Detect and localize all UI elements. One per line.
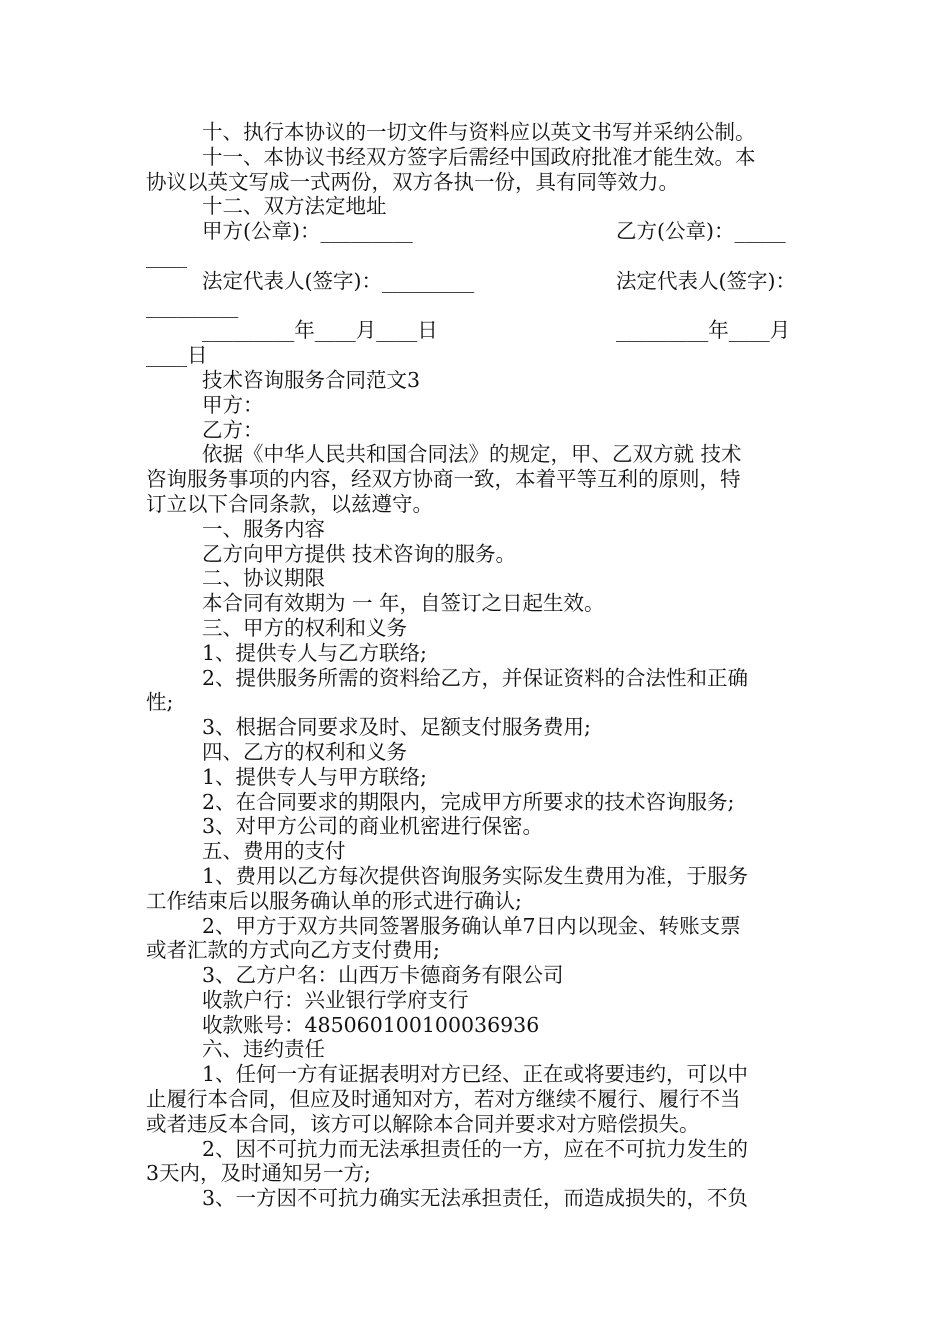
text-line: 2、甲方于双方共同签署服务确认单7日内以现金、转账支票 <box>202 913 741 938</box>
document-body <box>146 120 811 1211</box>
text-line <box>146 219 811 244</box>
text-line: 咨询服务事项的内容，经双方协商一致，本着平等互利的原则，特 <box>146 467 741 492</box>
text-line: 1、任何一方有证据表明对方已经、正在或将要违约，可以中 <box>202 1062 749 1087</box>
text-line-left: _________年____月____日 <box>202 318 438 343</box>
text-line: 3、乙方户名：山西万卡德商务有限公司 <box>202 963 564 988</box>
text-line: 三、甲方的权利和义务 <box>202 615 407 640</box>
text-line: 一、服务内容 <box>202 516 325 541</box>
text-line: 止履行本合同，但应及时通知对方，若对方继续不履行、履行不当 <box>146 1087 741 1112</box>
text-line <box>146 269 811 294</box>
text-line-right: _________年____月 <box>616 318 791 343</box>
text-line: _________ <box>146 293 239 318</box>
text-line: 或者违反本合同，该方可以解除本合同并要求对方赔偿损失。 <box>146 1111 700 1136</box>
text-line-left: 甲方(公章)：_________ <box>202 219 413 244</box>
text-line: 本合同有效期为 一 年，自签订之日起生效。 <box>202 591 605 616</box>
text-line: 收款户行：兴业银行学府支行 <box>202 987 469 1012</box>
text-line: 3、根据合同要求及时、足额支付服务费用; <box>202 715 591 740</box>
text-line: 十二、双方法定地址 <box>202 194 387 219</box>
text-line: 乙方向甲方提供 技术咨询的服务。 <box>202 541 517 566</box>
text-line: 工作结束后以服务确认单的形式进行确认; <box>146 888 522 913</box>
text-line: ____ <box>146 243 187 268</box>
text-line: 1、提供专人与甲方联络; <box>202 764 427 789</box>
text-line: 订立以下合同条款，以兹遵守。 <box>146 491 433 516</box>
text-line <box>146 318 811 343</box>
text-line: 技术咨询服务合同范文3 <box>202 367 421 392</box>
text-line: 或者汇款的方式向乙方支付费用; <box>146 938 440 963</box>
text-line: 依据《中华人民共和国合同法》的规定，甲、乙双方就 技术 <box>202 442 742 467</box>
text-line: 1、提供专人与乙方联络; <box>202 640 427 665</box>
text-line: 3天内，及时通知另一方; <box>146 1161 371 1186</box>
text-line: 甲方： <box>202 392 264 417</box>
text-line: 3、一方因不可抗力确实无法承担责任，而造成损失的，不负 <box>202 1186 749 1211</box>
text-line: 协议以英文写成一式两份，双方各执一份，具有同等效力。 <box>146 169 679 194</box>
text-line: 二、协议期限 <box>202 566 325 591</box>
text-line: 五、费用的支付 <box>202 839 346 864</box>
text-line: 四、乙方的权利和义务 <box>202 739 407 764</box>
text-line-right: 乙方(公章)：_____ <box>616 219 786 244</box>
text-line-right: 法定代表人(签字)： <box>616 268 796 293</box>
text-line: 十一、本协议书经双方签字后需经中国政府批准才能生效。本 <box>202 144 756 169</box>
text-line: 收款账号：485060100100036936 <box>202 1012 540 1037</box>
text-line: 十、执行本协议的一切文件与资料应以英文书写并采纳公制。 <box>202 120 756 144</box>
text-line: 乙方： <box>202 417 264 442</box>
text-line: 3、对甲方公司的商业机密进行保密。 <box>202 814 544 839</box>
text-line: 2、在合同要求的期限内，完成甲方所要求的技术咨询服务; <box>202 789 735 814</box>
text-line: 1、费用以乙方每次提供咨询服务实际发生费用为准，于服务 <box>202 863 749 888</box>
text-line: 六、违约责任 <box>202 1037 325 1062</box>
text-line-left: 法定代表人(签字)：_________ <box>202 268 475 293</box>
text-line: 性; <box>146 690 174 715</box>
text-line: ____日 <box>146 343 208 368</box>
text-line: 2、提供服务所需的资料给乙方，并保证资料的合法性和正确 <box>202 665 749 690</box>
text-line: 2、因不可抗力而无法承担责任的一方，应在不可抗力发生的 <box>202 1136 749 1161</box>
